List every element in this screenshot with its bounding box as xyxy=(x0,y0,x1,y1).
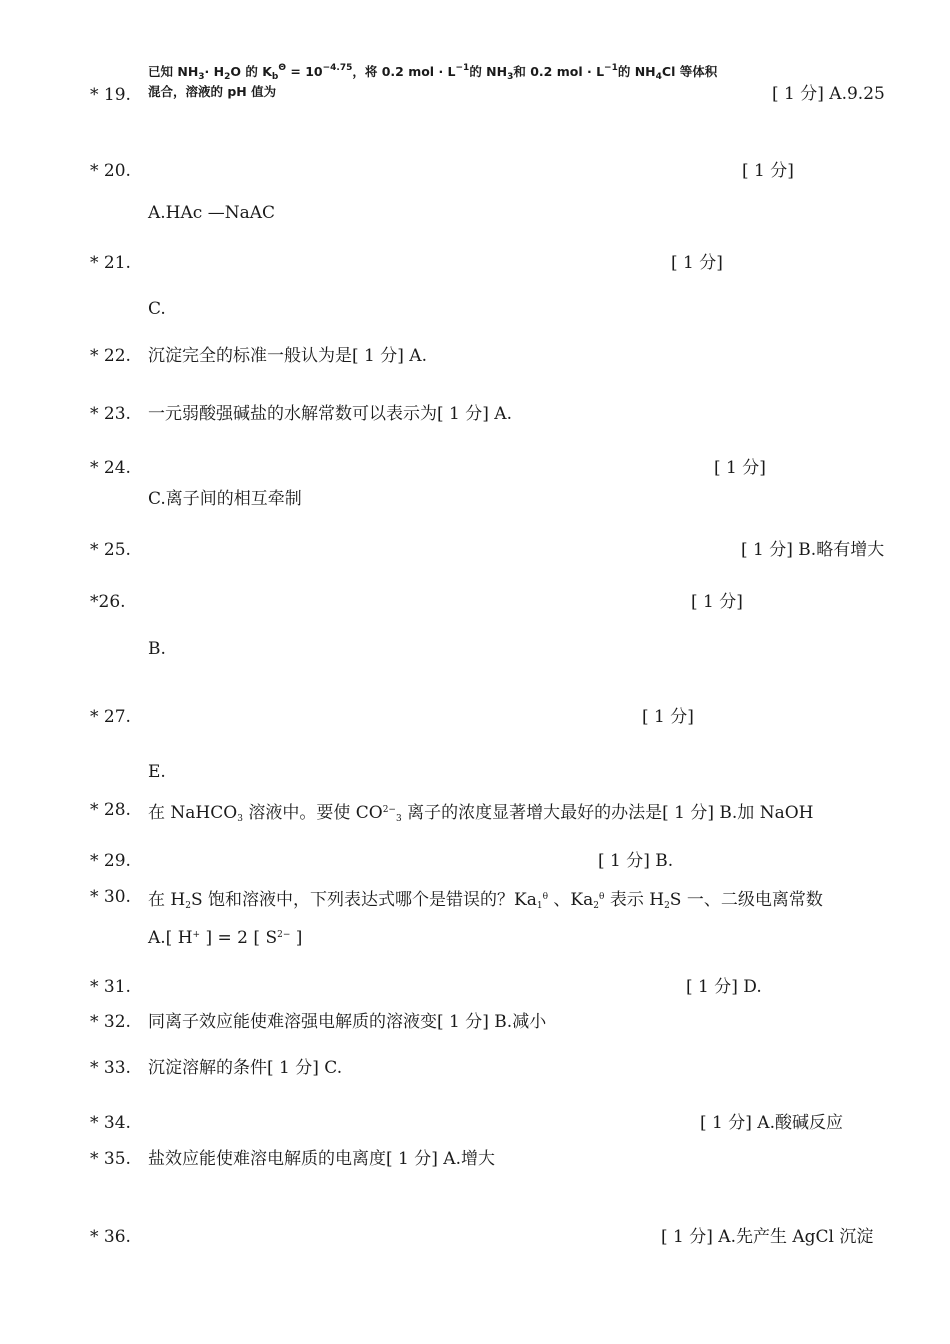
q23-number: * 23. xyxy=(90,404,131,424)
q34-score-answer: [ 1 分] A.酸碱反应 xyxy=(700,1113,843,1133)
q27-answer: E. xyxy=(148,762,166,782)
q26-score: [ 1 分] xyxy=(691,592,743,612)
q23-text: 一元弱酸强碱盐的水解常数可以表示为[ 1 分] A. xyxy=(148,404,512,424)
q20-answer: A.HAc —NaAC xyxy=(148,203,276,223)
q33-number: * 33. xyxy=(90,1058,131,1078)
q24-answer: C.离子间的相互牵制 xyxy=(148,489,302,509)
q33-text: 沉淀溶解的条件[ 1 分] C. xyxy=(148,1058,343,1078)
q26-number: *26. xyxy=(90,592,126,612)
q20-score: [ 1 分] xyxy=(742,161,794,181)
q22-text: 沉淀完全的标准一般认为是[ 1 分] A. xyxy=(148,346,427,366)
q26-answer: B. xyxy=(148,639,166,659)
q32-text: 同离子效应能使难溶强电解质的溶液变[ 1 分] B.减小 xyxy=(148,1012,547,1032)
q30-number: * 30. xyxy=(90,887,131,907)
q36-number: * 36. xyxy=(90,1227,131,1247)
q19-number: * 19. xyxy=(90,85,131,105)
q21-answer: C. xyxy=(148,299,166,319)
q35-number: * 35. xyxy=(90,1149,131,1169)
q28-text: 在 NaHCO$_3$ 溶液中。要使 $CO^{2-}_3$ 离子的浓度显著增大最好的办法是[ 1 分] B.加 NaOH xyxy=(148,803,814,824)
q27-number: * 27. xyxy=(90,707,131,727)
q25-number: * 25. xyxy=(90,540,131,560)
q29-number: * 29. xyxy=(90,851,131,871)
q35-text: 盐效应能使难溶电解质的电离度[ 1 分] A.增大 xyxy=(148,1149,495,1169)
q24-score: [ 1 分] xyxy=(714,458,766,478)
q19-score-answer: [ 1 分] A.9.25 xyxy=(772,84,885,104)
q36-score-answer: [ 1 分] A.先产生 AgCl 沉淀 xyxy=(661,1227,874,1247)
q28-number: * 28. xyxy=(90,800,131,820)
q27-score: [ 1 分] xyxy=(642,707,694,727)
q32-number: * 32. xyxy=(90,1012,131,1032)
q25-score-answer: [ 1 分] B.略有增大 xyxy=(741,540,885,560)
q30-answer: A.[ H+ ] = 2 [ $S^{2-}$ ] xyxy=(148,928,303,948)
q24-number: * 24. xyxy=(90,458,131,478)
q29-score-answer: [ 1 分] B. xyxy=(598,851,674,871)
q34-number: * 34. xyxy=(90,1113,131,1133)
q22-number: * 22. xyxy=(90,346,131,366)
q20-number: * 20. xyxy=(90,161,131,181)
q31-score-answer: [ 1 分] D. xyxy=(686,977,762,997)
q19-stem-line2: 混合，溶液的 pH 值为 xyxy=(148,84,277,99)
q21-number: * 21. xyxy=(90,253,131,273)
q19-stem-line1: 已知 $NH_3\cdot H_2O$ 的 $K_b^\Theta = 10^{-4.75}$，将 0.2 mol · $L^{-1}$的 $NH_3$和 0.2 mol · $L^{-1}$的 $NH_4Cl$ 等体积 xyxy=(148,63,718,82)
q21-score: [ 1 分] xyxy=(671,253,723,273)
q30-text: 在 $H_2S$ 饱和溶液中，下列表达式哪个是错误的？$Ka_1^\theta$ 、$Ka_2^\theta$ 表示 $H_2S$ 一、二级电离常数 xyxy=(148,890,823,911)
q31-number: * 31. xyxy=(90,977,131,997)
